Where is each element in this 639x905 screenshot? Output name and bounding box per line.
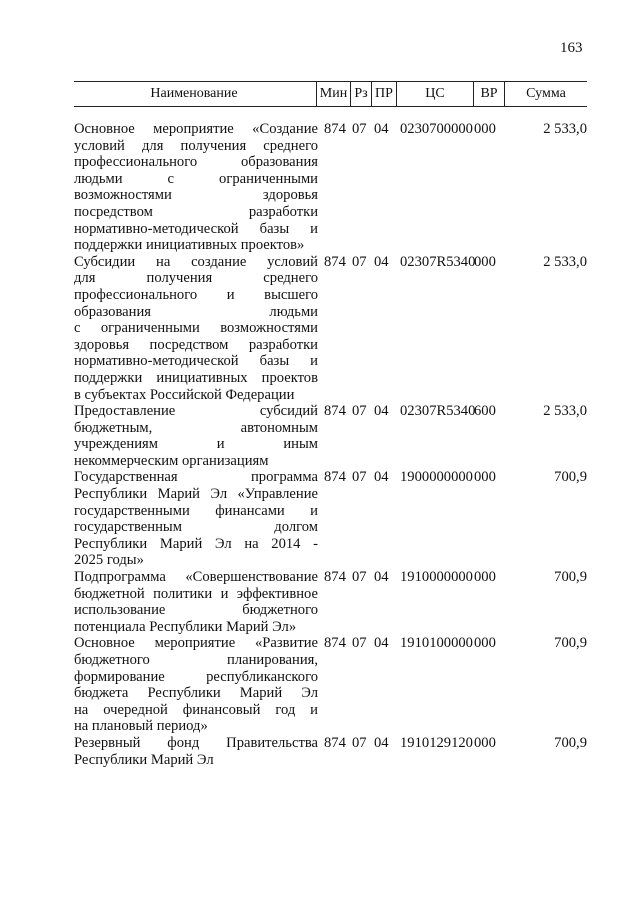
row-cs: 02307R5340 <box>400 403 476 420</box>
header-rz: Рз <box>354 86 368 101</box>
row-pr: 04 <box>374 569 389 586</box>
row-cs: 02307R5340 <box>400 253 476 270</box>
row-pr: 04 <box>374 469 389 486</box>
row-name <box>74 735 318 768</box>
header-pr: ПР <box>375 86 393 101</box>
row-name-line: Основное мероприятие «Создание <box>74 121 318 137</box>
row-name-line: Республики Марий Эл на 2014 - <box>74 535 318 552</box>
row-pr: 04 <box>374 253 389 270</box>
row-name-line: Республики Марий Эл <box>74 751 214 768</box>
row-min: 874 <box>324 403 346 420</box>
row-name <box>74 569 318 635</box>
row-name-line: для получения среднего <box>74 270 318 287</box>
row-name-line: учреждениям и иным <box>74 436 318 453</box>
row-name-line: Резервный фонд Правительства <box>74 734 318 751</box>
row-name-line: Государственная программа <box>74 469 318 486</box>
row-name-line: Субсидии на создание условий <box>74 253 318 270</box>
row-name-line: здоровья посредством разработки <box>74 336 318 353</box>
row-vr: 600 <box>474 403 496 420</box>
row-vr: 000 <box>474 569 496 586</box>
row-name-line: образования людьми <box>74 303 318 320</box>
row-rz: 07 <box>352 121 367 137</box>
table-row <box>74 569 587 635</box>
row-vr: 000 <box>474 469 496 486</box>
row-name-line: поддержки инициативных проектов <box>74 369 318 386</box>
row-name <box>74 121 318 254</box>
row-name-line: с ограниченными возможностями <box>74 320 318 337</box>
row-name-line: нормативно-методической базы и <box>74 353 318 370</box>
row-min: 874 <box>324 121 346 137</box>
row-name <box>74 254 318 403</box>
row-name-line: Подпрограмма «Совершенствование <box>74 569 318 586</box>
row-pr: 04 <box>374 121 389 137</box>
row-rz: 07 <box>352 635 367 652</box>
row-name-line: бюджетного планирования, <box>74 652 318 668</box>
row-name-line: профессионального и высшего <box>74 286 318 303</box>
row-vr: 000 <box>474 635 496 652</box>
row-name-line: 2025 годы» <box>74 552 144 569</box>
table-row <box>74 469 587 569</box>
row-cs: 1900000000 <box>400 469 473 486</box>
row-name-line: людьми с ограниченными <box>74 170 318 187</box>
row-name <box>74 403 318 469</box>
row-name-line: использование бюджетного <box>74 602 318 619</box>
table-row <box>74 121 587 254</box>
row-pr: 04 <box>374 734 389 751</box>
row-min: 874 <box>324 253 346 270</box>
row-sum: 2 533,0 <box>543 121 587 137</box>
table-row <box>74 254 587 403</box>
row-sum: 2 533,0 <box>543 403 587 420</box>
table-body <box>74 121 587 768</box>
row-min: 874 <box>324 569 346 586</box>
row-name-line: бюджета Республики Марий Эл <box>74 685 318 702</box>
row-name-line: государственным долгом <box>74 519 318 536</box>
row-pr: 04 <box>374 635 389 652</box>
row-name-line: возможностями здоровья <box>74 187 318 204</box>
row-name-line: на плановый период» <box>74 718 208 735</box>
row-vr: 000 <box>474 253 496 270</box>
table-row <box>74 735 587 768</box>
row-name-line: профессионального образования <box>74 154 318 171</box>
page-number: 163 <box>560 40 583 56</box>
row-cs: 1910000000 <box>400 569 473 586</box>
row-name-line: Основное мероприятие «Развитие <box>74 635 318 652</box>
row-name-line: на очередной финансовый год и <box>74 701 318 718</box>
header-cs: ЦС <box>425 86 445 101</box>
header-name: Наименование <box>150 86 238 101</box>
row-pr: 04 <box>374 403 389 420</box>
header-sum: Сумма <box>526 86 566 101</box>
row-name-line: Республики Марий Эл «Управление <box>74 486 318 503</box>
row-name <box>74 469 318 569</box>
row-cs: 1910100000 <box>400 635 473 652</box>
budget-table <box>74 81 587 768</box>
row-name-line: государственными финансами и <box>74 502 318 519</box>
row-vr: 000 <box>474 121 496 137</box>
row-min: 874 <box>324 635 346 652</box>
row-vr: 000 <box>474 734 496 751</box>
header-vr: ВР <box>480 86 498 101</box>
header-min: Мин <box>319 86 348 101</box>
row-name-line: потенциала Республики Марий Эл» <box>74 618 297 635</box>
row-sum: 700,9 <box>554 635 587 652</box>
row-name-line: формирование республиканского <box>74 668 318 685</box>
row-name-line: бюджетным, автономным <box>74 419 318 436</box>
row-rz: 07 <box>352 469 367 486</box>
row-sum: 700,9 <box>554 569 587 586</box>
row-rz: 07 <box>352 253 367 270</box>
table-row <box>74 403 587 469</box>
row-name-line: в субъектах Российской Федерации <box>74 386 295 403</box>
row-name-line: нормативно-методической базы и <box>74 220 318 237</box>
row-rz: 07 <box>352 403 367 420</box>
row-name-line: поддержки инициативных проектов» <box>74 237 305 254</box>
row-cs: 1910129120 <box>400 734 473 751</box>
row-name <box>74 635 318 735</box>
row-rz: 07 <box>352 569 367 586</box>
row-name-line: бюджетной политики и эффективное <box>74 585 318 602</box>
row-cs: 0230700000 <box>400 121 473 137</box>
row-name-line: посредством разработки <box>74 203 318 220</box>
row-sum: 700,9 <box>554 469 587 486</box>
row-name-line: Предоставление субсидий <box>74 403 318 420</box>
row-sum: 700,9 <box>554 734 587 751</box>
row-min: 874 <box>324 469 346 486</box>
row-sum: 2 533,0 <box>543 253 587 270</box>
row-min: 874 <box>324 734 346 751</box>
table-row <box>74 635 587 735</box>
row-name-line: некоммерческим организациям <box>74 452 269 469</box>
row-name-line: условий для получения среднего <box>74 137 318 154</box>
table-header <box>74 81 587 107</box>
row-rz: 07 <box>352 734 367 751</box>
